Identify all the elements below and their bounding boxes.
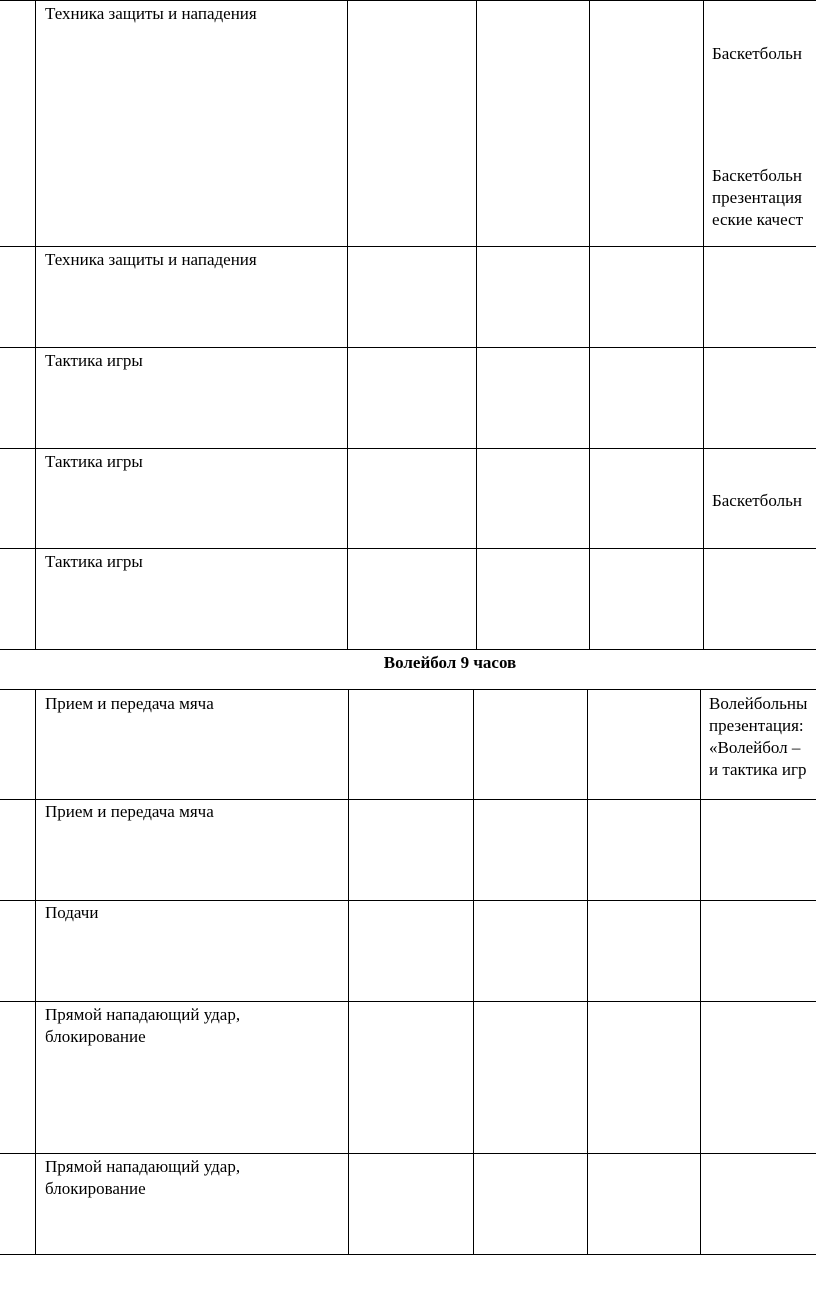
- resource-text: Баскетбольн: [712, 44, 802, 63]
- table-rule: [0, 548, 816, 549]
- table-rule: [0, 649, 816, 650]
- table-rule: [0, 1153, 816, 1154]
- lesson-topic: Техника защиты и нападения: [45, 250, 257, 269]
- table-rule: [0, 1001, 816, 1002]
- table-rule: [700, 689, 701, 1254]
- table-rule: [473, 689, 474, 1254]
- lesson-topic: Прием и передача мяча: [45, 694, 214, 713]
- lesson-topic: Тактика игры: [45, 452, 143, 471]
- table-rule: [347, 0, 348, 649]
- table-rule: [35, 689, 36, 1254]
- table-rule: [0, 246, 816, 247]
- lesson-topic: Подачи: [45, 903, 99, 922]
- table-rule: [476, 0, 477, 649]
- resource-text: Волейбольны: [709, 694, 808, 713]
- table-rule: [0, 448, 816, 449]
- table-rule: [587, 689, 588, 1254]
- table-rule: [0, 900, 816, 901]
- lesson-topic: блокирование: [45, 1027, 146, 1046]
- resource-text: презентация:: [709, 716, 804, 735]
- table-rule: [0, 0, 816, 1]
- lesson-topic: Тактика игры: [45, 351, 143, 370]
- lesson-topic: Прямой нападающий удар,: [45, 1157, 241, 1176]
- resource-text: и тактика игр: [709, 760, 807, 779]
- lesson-topic: Техника защиты и нападения: [45, 4, 257, 23]
- table-rule: [0, 799, 816, 800]
- resource-text: Баскетбольн: [712, 491, 802, 510]
- table-rule: [703, 0, 704, 649]
- table-rule: [348, 689, 349, 1254]
- table-rule: [0, 347, 816, 348]
- lesson-topic: блокирование: [45, 1179, 146, 1198]
- table-rule: [0, 1254, 816, 1255]
- resource-text: еские качест: [712, 210, 804, 229]
- table-rule: [0, 689, 816, 690]
- resource-text: Баскетбольн: [712, 166, 802, 185]
- lesson-topic: Прямой нападающий удар,: [45, 1005, 241, 1024]
- resource-text: презентация: [712, 188, 802, 207]
- table-rule: [589, 0, 590, 649]
- lesson-topic: Тактика игры: [45, 552, 143, 571]
- table-rule: [35, 0, 36, 649]
- lesson-topic: Прием и передача мяча: [45, 802, 214, 821]
- section-title: Волейбол 9 часов: [383, 653, 517, 672]
- resource-text: «Волейбол –: [709, 738, 801, 757]
